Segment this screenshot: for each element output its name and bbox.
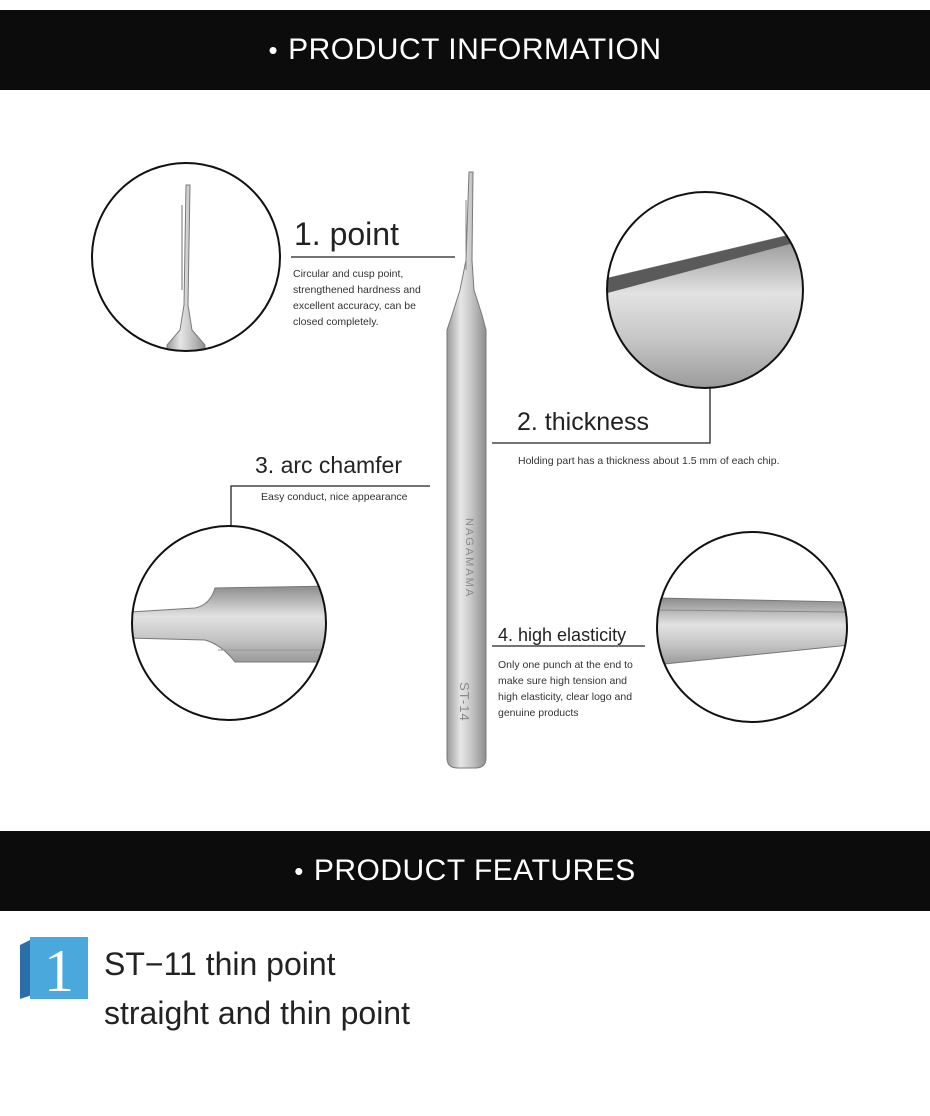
feature-subtitle: straight and thin point xyxy=(104,995,410,1031)
point-zoom-circle xyxy=(90,160,290,360)
elasticity-zoom-circle xyxy=(655,530,855,730)
tweezer-image xyxy=(447,172,486,768)
elasticity-title: 4. high elasticity xyxy=(498,625,627,645)
bullet-icon: • xyxy=(268,34,279,65)
tweezer-brand-engraving: NAGAMAMA xyxy=(463,518,475,599)
bullet-icon: • xyxy=(294,855,304,886)
arc-chamfer-zoom-circle xyxy=(130,525,330,725)
feature-title: ST−11 thin point xyxy=(104,946,336,982)
arc-chamfer-description: Easy conduct, nice appearance xyxy=(261,491,408,503)
feature-number: 1 xyxy=(44,938,74,1001)
feature-number-badge xyxy=(18,935,90,1001)
elasticity-description: Only one punch at the end to make sure high tension and high elasticity, clear logo and genuine products xyxy=(498,659,633,719)
thickness-zoom-circle xyxy=(600,190,810,390)
product-information-banner xyxy=(0,10,930,90)
product-features-banner xyxy=(0,831,930,911)
thickness-title: 2. thickness xyxy=(517,408,650,436)
banner-title: PRODUCT FEATURES xyxy=(313,854,636,887)
point-title: 1. point xyxy=(294,216,399,252)
thickness-description: Holding part has a thickness about 1.5 mm of each chip. xyxy=(518,455,780,467)
arc-chamfer-title: 3. arc chamfer xyxy=(255,452,402,478)
product-diagram xyxy=(0,90,930,831)
tweezer-model-engraving: ST-14 xyxy=(457,682,472,722)
point-description: Circular and cusp point, strengthened hardness and excellent accuracy, can be closed completely. xyxy=(293,268,421,328)
banner-title: PRODUCT INFORMATION xyxy=(288,33,662,66)
diagram-graphics xyxy=(0,90,930,831)
